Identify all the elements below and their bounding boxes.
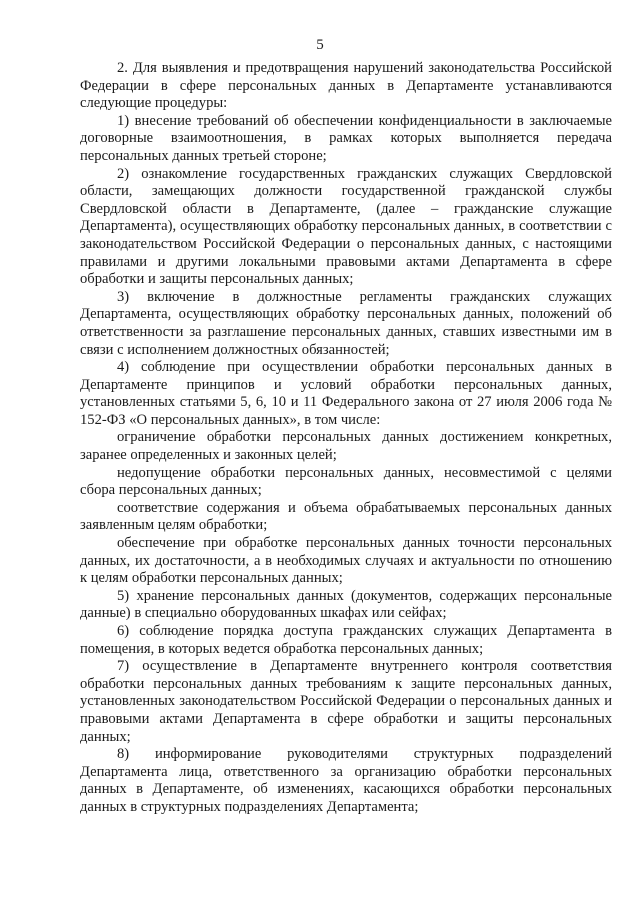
paragraph-item-4-sub-4: обеспечение при обработке персональных данных точности персональных данных, их достаточности, а в необходимых случаях и актуальности по отношению к целям обработки персональных данных; xyxy=(80,535,612,587)
paragraph-item-4-sub-1: ограничение обработки персональных данных достижением конкретных, заранее определенных и законных целей; xyxy=(80,429,612,464)
paragraph-item-5: 5) хранение персональных данных (документов, содержащих персональные данные) в специально оборудованных шкафах или сейфах; xyxy=(80,587,612,622)
paragraph-item-6: 6) соблюдение порядка доступа гражданских служащих Департамента в помещения, в которых ведется обработка персональных данных; xyxy=(80,623,612,657)
paragraph-item-3: 3) включение в должностные регламенты гражданских служащих Департамента, осуществляющих обработку персональных данных, положений об ответственности за разглашение персональных данных, ставших известными им в связи с исполнением должностных обязанностей; xyxy=(80,288,612,358)
document-body xyxy=(80,60,612,817)
paragraph-item-4: 4) соблюдение при осуществлении обработки персональных данных в Департаменте принципов и условий обработки персональных данных, установленных статьями 5, 6, 10 и 11 Федерального закона от 27 июля 2006 года № 152-ФЗ «О персональных данных», в том числе: xyxy=(80,359,612,428)
paragraph-item-8: 8) информирование руководителями структурных подразделений Департамента лица, ответственного за организацию обработки персональных данных в Департаменте, об изменениях, касающихся обработки персональных данных в структурных подразделениях Департамента; xyxy=(80,746,612,815)
paragraph-item-4-sub-2: недопущение обработки персональных данных, несовместимой с целями сбора персональных данных; xyxy=(80,464,612,499)
paragraph-procedures-intro: 2. Для выявления и предотвращения нарушений законодательства Российской Федерации в сфере персональных данных в Департаменте устанавливаются следующие процедуры: xyxy=(80,60,612,112)
paragraph-item-4-sub-3: соответствие содержания и объема обрабатываемых персональных данных заявленным целям обработки; xyxy=(80,499,612,534)
page-number: 5 xyxy=(316,37,324,53)
paragraph-item-2: 2) ознакомление государственных гражданских служащих Свердловской области, замещающих должности государственной гражданской службы Свердловской области в Департаменте, (далее – гражданские служащие Департамента), осуществляющих обработку персональных данных, в соответствии с законодательством Российской Федерации о персональных данных, с настоящими правилами и другими локальными правовыми актами Департамента в сфере обработки и защиты персональных данных; xyxy=(80,165,612,288)
paragraph-item-7: 7) осуществление в Департаменте внутреннего контроля соответствия обработки персональных данных требованиям к защите персональных данных, установленных законодательством Российской Федерации о персональных данных и правовыми актами Департамента в сфере обработки и защиты персональных данных; xyxy=(80,658,612,745)
paragraph-item-1: 1) внесение требований об обеспечении конфиденциальности в заключаемые договорные взаимоотношения, в рамках которых выполняется передача персональных данных третьей стороне; xyxy=(80,112,612,164)
